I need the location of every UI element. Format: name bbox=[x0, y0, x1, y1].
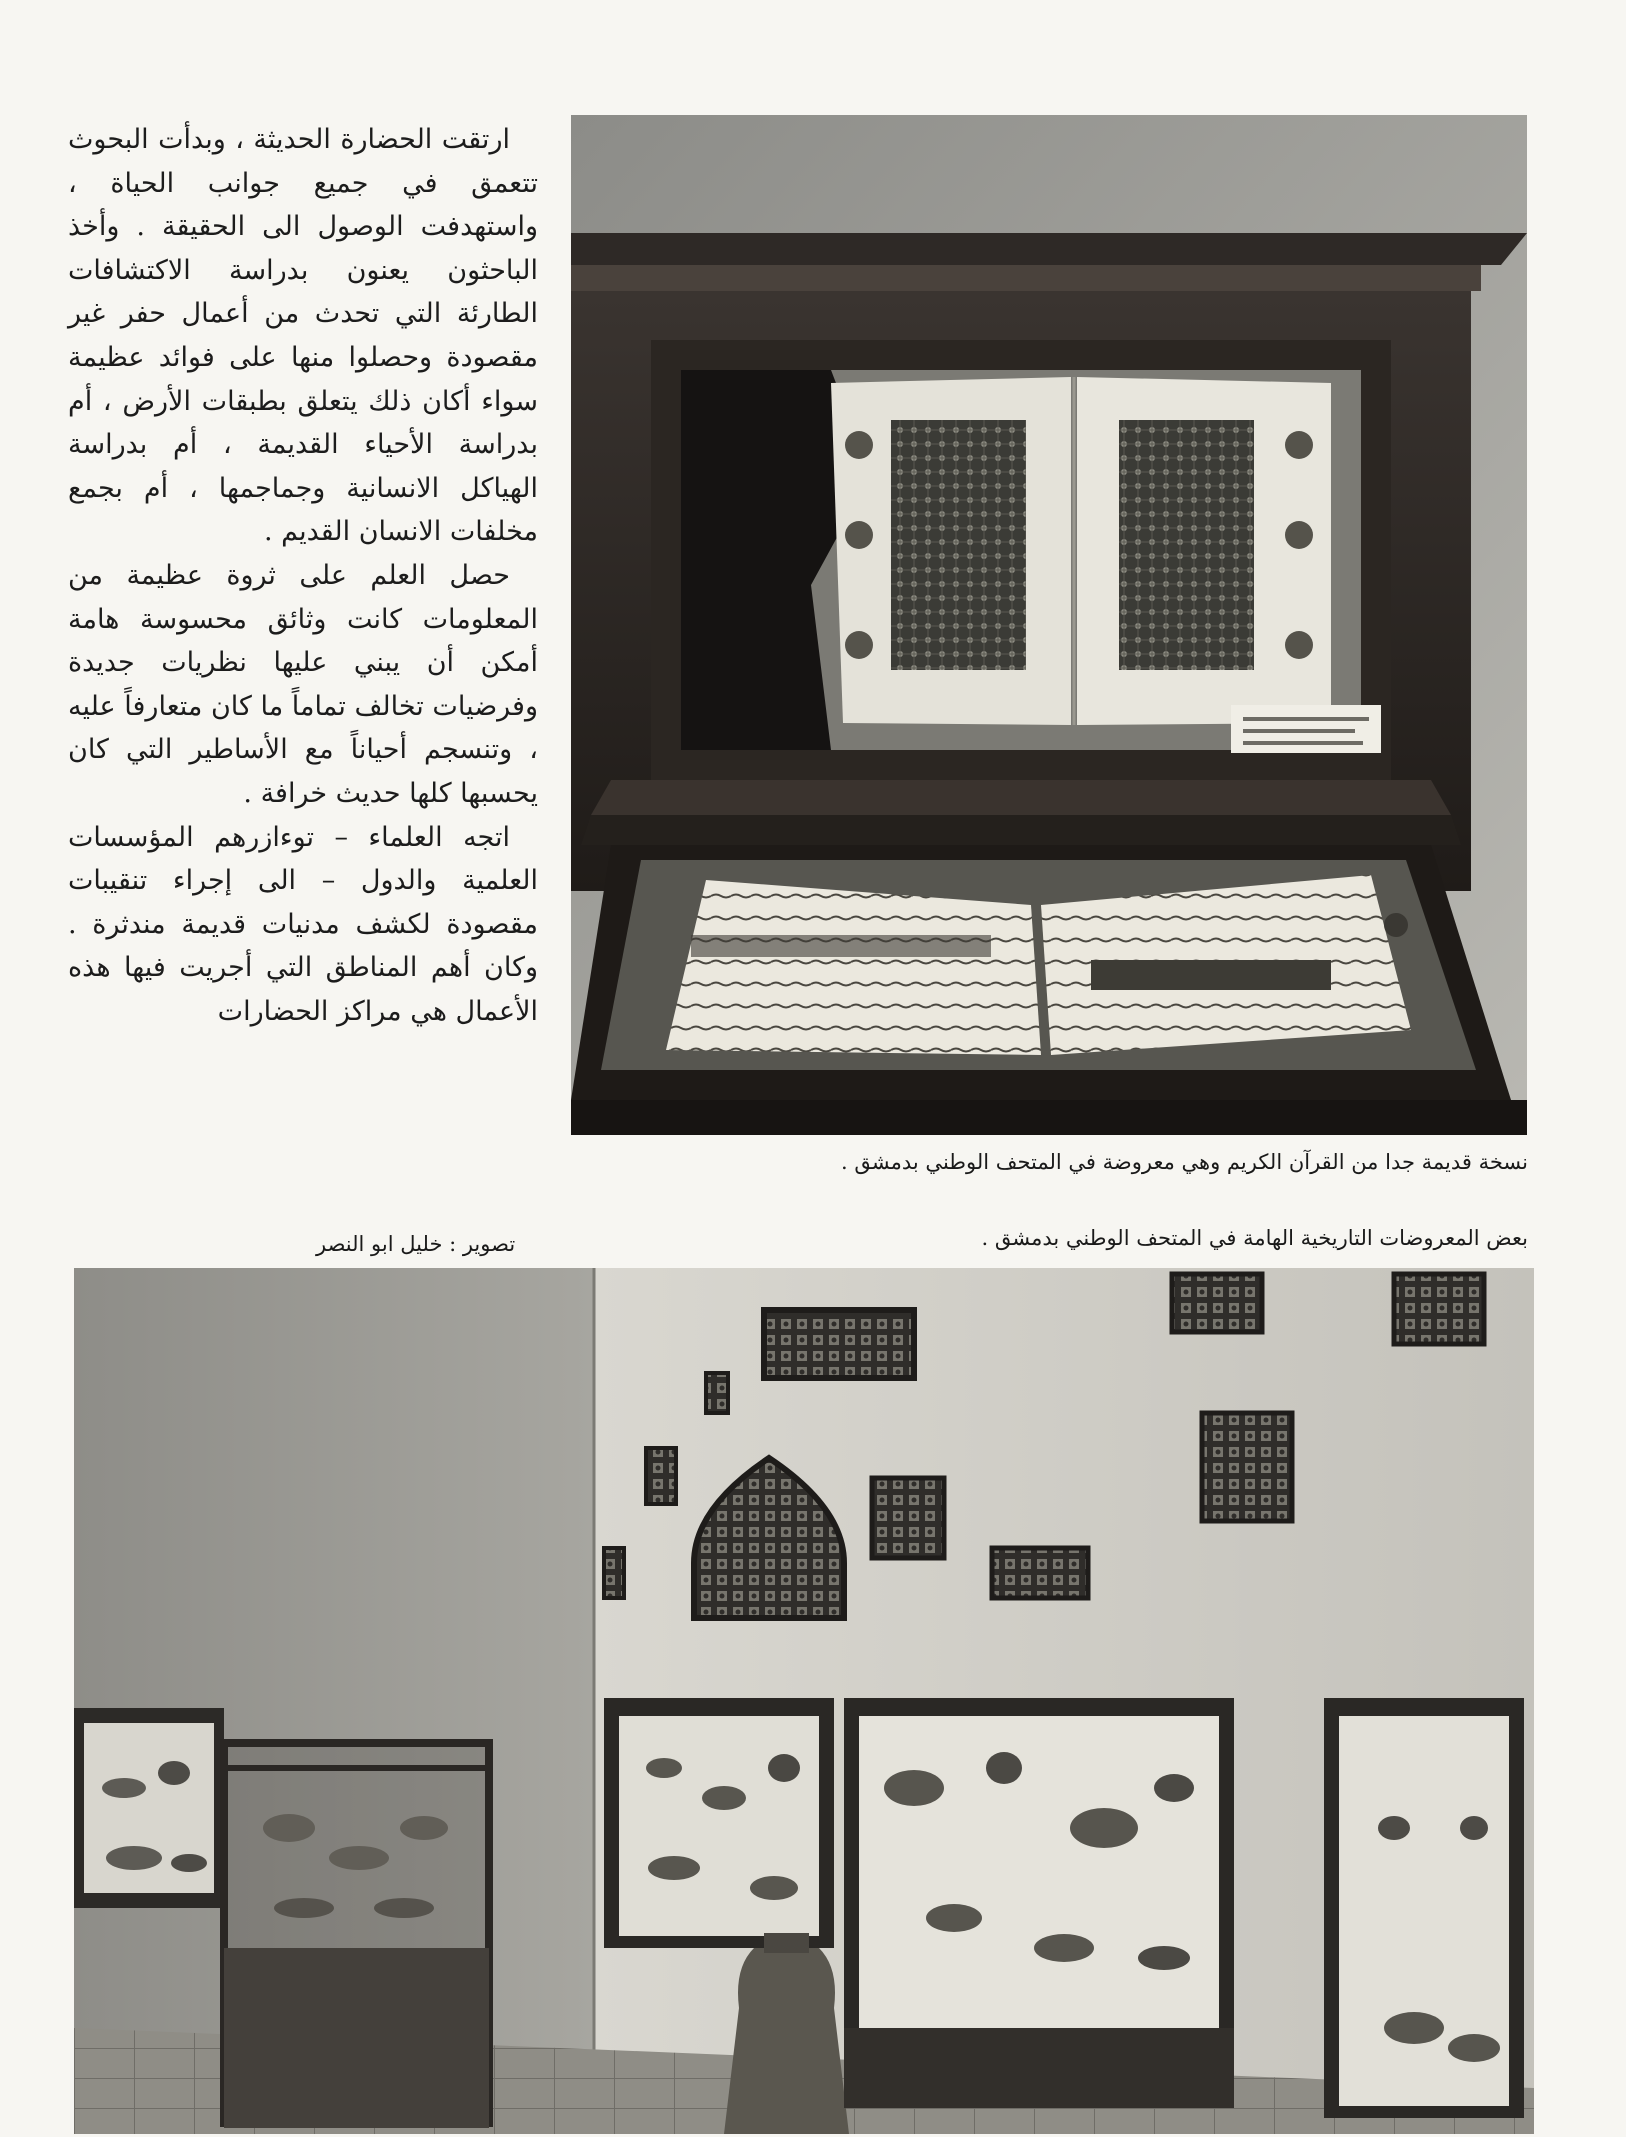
photo-credit: تصوير : خليل ابو النصر bbox=[316, 1232, 516, 1256]
article-paragraph-2: حصل العلم على ثروة عظيمة من المعلومات كانت وثائق محسوسة هامة أمكن أن يبني عليها نظريات جديدة وفرضيات تخالف تماماً ما كان متعارفاً عليه ، وتنسجم أحياناً مع الأساطير التي كان يحسبها كلها حديث خرافة . bbox=[68, 559, 538, 809]
museum-hall-photo bbox=[74, 1268, 1534, 2134]
museum-photo-caption: بعض المعروضات التاريخية الهامة في المتحف الوطني بدمشق . bbox=[981, 1226, 1528, 1250]
article-column bbox=[68, 118, 538, 1033]
quran-photo-caption: نسخة قديمة جدا من القرآن الكريم وهي معروضة في المتحف الوطني بدمشق . bbox=[841, 1150, 1528, 1174]
quran-manuscript-photo bbox=[571, 115, 1527, 1135]
museum-hall-image bbox=[74, 1268, 1534, 2134]
article-paragraph-1: ارتقت الحضارة الحديثة ، وبدأت البحوث تتعمق في جميع جوانب الحياة ، واستهدفت الوصول الى الحقيقة . وأخذ الباحثون يعنون بدراسة الاكتشافات الطارئة التي تحدث من أعمال حفر غير مقصودة وحصلوا منها على فوائد عظيمة سواء أكان ذلك يتعلق بطبقات الأرض ، أم بدراسة الأحياء القديمة ، أم بدراسة الهياكل الانسانية وجماجمها ، أم بجمع مخلفات الانسان القديم . bbox=[68, 124, 538, 548]
quran-display-case-image bbox=[571, 115, 1527, 1135]
article-paragraph-3: اتجه العلماء – توءازرهم المؤسسات العلمية والدول – الى إجراء تنقيبات مقصودة لكشف مدنيات قديمة مندثرة . وكان أهم المناطق التي أجريت فيها هذه الأعمال هي مراكز الحضارات bbox=[68, 821, 538, 1027]
